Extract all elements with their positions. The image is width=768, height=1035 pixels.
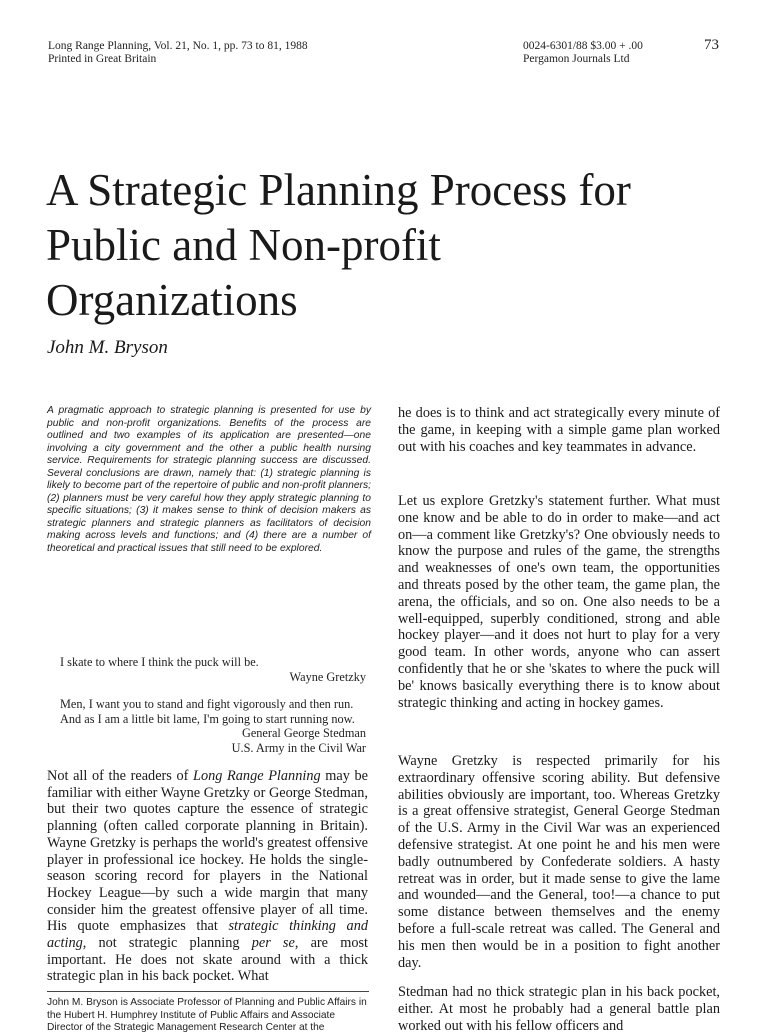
epigraph-attribution: Wayne Gretzky <box>289 669 366 684</box>
journal-reference: Long Range Planning <box>193 768 321 784</box>
page-number: 73 <box>704 37 719 53</box>
body-paragraph-right-2 <box>398 493 720 711</box>
publisher-line: Pergamon Journals Ltd <box>523 53 630 65</box>
paragraph-text: Wayne Gretzky is respected primarily for his extraordinary offensive scoring ability. But defensive abilities obviously are important, too. Whereas Gretzky is a great offensive strategist, General George Stedman of the U.S. Army in the Civil War was an experienced defensive strategist. At one point he and his men were badly outnumbered by Confederate soldiers. A hasty retreat was in order, but it made sense to give the lame and wounded—and the General, too!—a chance to put some distance between themselves and the enemy before a full-scale retreat was called. The General and his men then would be in a position to fight another day. <box>398 753 720 971</box>
paragraph-text: he does is to think and act strategically every minute of the game, in keeping with a simple game plan worked out with his coaches and key teammates in advance. <box>398 405 720 455</box>
article-title <box>46 163 726 328</box>
body-paragraph-right-4 <box>398 984 720 1034</box>
epigraph-quote: Men, I want you to stand and fight vigorously and then run. And as I am a little bit lame, I'm going to start running now. <box>60 697 355 726</box>
body-text: , not strategic planning <box>82 935 252 952</box>
running-header-left <box>48 40 308 66</box>
epigraph-stedman <box>60 697 366 755</box>
body-text: Not all of the readers of <box>47 768 194 784</box>
epigraph-attribution: General George Stedman <box>241 726 366 740</box>
paragraph-text: Stedman had no thick strategic plan in his back pocket, either. At most he probably had a general battle plan worked out with his fellow officers and <box>398 984 720 1034</box>
author-footnote: John M. Bryson is Associate Professor of Planning and Public Affairs in the Hubert H. Humphrey Institute of Public Affairs and Associate Director of the Strategic Management Research Center at the <box>47 997 367 1033</box>
emphasis-text: per se <box>251 935 295 952</box>
title-line-1: A Strategic Planning Process for <box>46 165 631 215</box>
author-name: John M. Bryson <box>47 337 168 358</box>
body-text: , are most important. He does not skate around with a thick strategic plan in his back pocket. What <box>47 935 368 985</box>
emphasis-text: strategic thinking and acting <box>47 918 369 952</box>
abstract: A pragmatic approach to strategic planning is presented for use by public and non-profit organizations. Benefits of the process are outlined and two examples of its application are presented—one involving a city government and the other a public health nursing service. Requirements for strategic planning success are discussed. Several conclusions are drawn, namely that: (1) strategic planning is likely to become part of the repertoire of public and non-profit planners; (2) planners must be very careful how they apply strategic planning to specific situations; (3) it makes sense to think of decision makers as strategic planners and strategic planners as facilitators of decision making across levels and functions; and (4) there are a number of theoretical and practical issues that still need to be explored. <box>47 405 371 554</box>
issn-line: 0024-6301/88 $3.00 + .00 <box>523 40 643 52</box>
journal-citation: Long Range Planning, Vol. 21, No. 1, pp. 73 to 81, 1988 <box>48 40 308 52</box>
body-paragraph-right-3 <box>398 753 720 971</box>
title-line-3: Organizations <box>46 275 298 325</box>
body-paragraph-right-1 <box>398 405 720 455</box>
body-paragraph-left <box>47 768 368 985</box>
paragraph-text: Let us explore Gretzky's statement further. What must one know and be able to do in order to make—and act on—a comment like Gretzky's? One obviously needs to know the purpose and rules of the game, the strengths and weaknesses of one's own team, the opportunities and threats posed by the other team, the game plan, the arena, the officials, and so on. One also needs to be a well-equipped, superbly conditioned, strong and able hockey player—and it does not hurt to play for a very good team. In other words, anyone who can assert confidently that he or she 'skates to where the puck will be' knows basically everything there is to know about strategic thinking and acting in hockey games. <box>398 493 720 711</box>
epigraph-quote: I skate to where I think the puck will be. <box>60 655 259 669</box>
printed-in-line: Printed in Great Britain <box>48 53 157 65</box>
epigraph-attribution-affiliation: U.S. Army in the Civil War <box>231 740 366 755</box>
running-header-right <box>523 40 643 66</box>
footnote-divider <box>47 991 369 992</box>
epigraph-gretzky <box>60 655 366 684</box>
body-text: may be familiar with either Wayne Gretzky or George Stedman, but their two quotes capture the essence of strategic planning (often called corporate planning in Britain). Wayne Gretzky is perhaps the world's greatest offensive player in professional ice hockey. He holds the single-season scoring record for players in the National Hockey League—by such a wide margin that many consider him the greatest offensive player of all time. His quote emphasizes that <box>47 768 368 935</box>
title-line-2: Public and Non-profit <box>46 220 441 270</box>
